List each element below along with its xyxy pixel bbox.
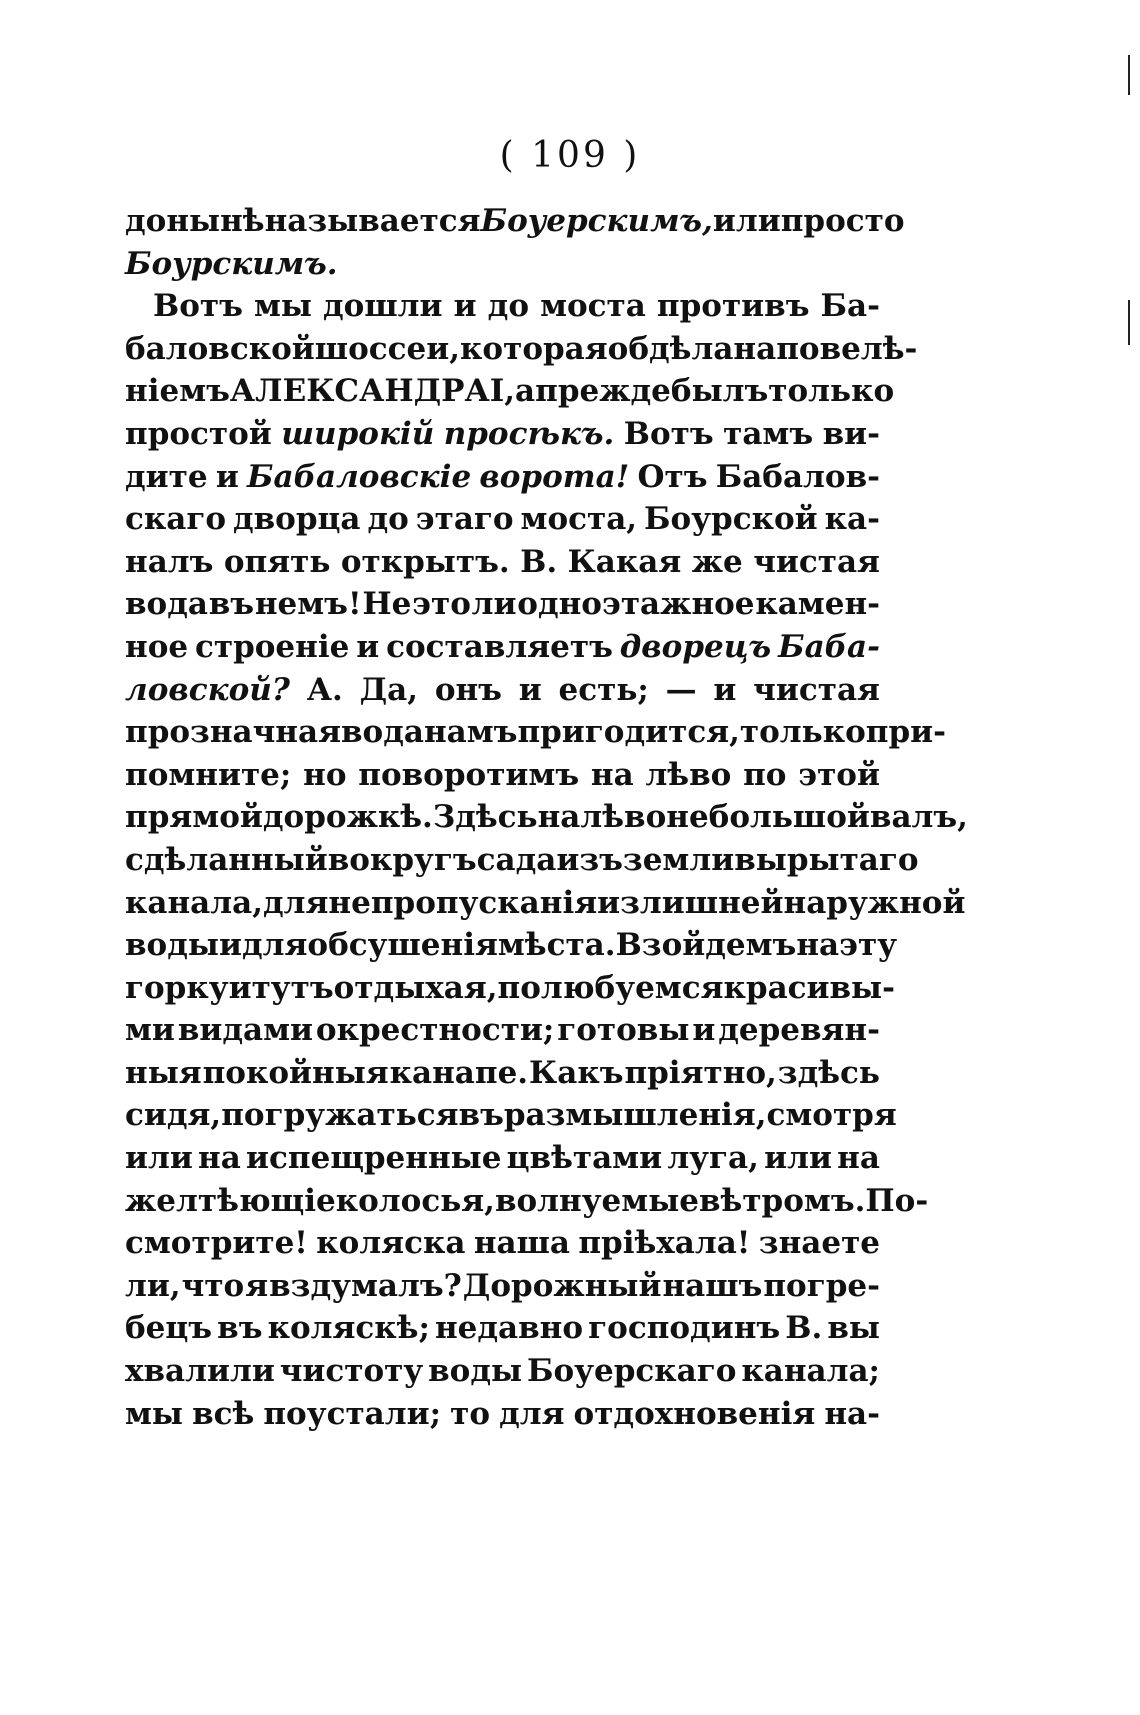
word: лѣво	[645, 756, 732, 793]
word: канала;	[741, 1353, 880, 1390]
word: сдѣланный	[125, 841, 328, 878]
word: до	[487, 288, 529, 325]
word: же	[691, 543, 743, 580]
text-line	[125, 924, 898, 967]
word: размышленія,	[503, 1097, 767, 1134]
word: В.	[520, 543, 558, 580]
word: и	[518, 671, 542, 708]
word: ли	[471, 586, 517, 623]
word: Какъ	[529, 1054, 624, 1091]
page-edge-mark	[1128, 300, 1130, 345]
word: строеніе	[194, 628, 350, 665]
word: воды	[125, 927, 219, 964]
word: только	[739, 714, 866, 751]
word: знаете	[758, 1225, 880, 1262]
text-line	[125, 413, 880, 456]
text-line	[125, 626, 880, 669]
word: хвалили	[125, 1353, 275, 1390]
word: противъ	[656, 288, 810, 325]
word: до	[367, 501, 409, 538]
page-edge-mark	[1128, 55, 1130, 95]
text-line	[125, 1350, 880, 1393]
word: на	[537, 799, 581, 836]
word: на	[837, 1140, 880, 1177]
text-line	[125, 370, 895, 413]
text-line	[125, 1052, 880, 1095]
word: А.	[306, 671, 343, 708]
word: Дорожный	[462, 1267, 662, 1304]
text-line	[125, 1222, 880, 1265]
word: онъ	[434, 671, 502, 708]
word: АЛЕКСАНДРА	[229, 373, 490, 410]
word: изъ	[556, 841, 623, 878]
word: опять	[223, 543, 331, 580]
word: и	[713, 671, 737, 708]
word: прежде	[535, 373, 671, 410]
italic-word: широкій	[281, 415, 435, 452]
word: Боурской	[644, 501, 818, 538]
italic-word: Баба-	[778, 628, 880, 665]
word: донынѣ	[125, 203, 265, 239]
word: —	[665, 671, 697, 708]
word: Ба-	[820, 288, 880, 325]
word: тутъ	[251, 969, 334, 1006]
word: для	[499, 1395, 565, 1432]
text-line	[125, 796, 968, 839]
word: чистоту	[279, 1353, 424, 1390]
word: на	[590, 756, 634, 793]
text-line	[125, 456, 880, 499]
word: вѣтромъ.	[699, 1182, 866, 1219]
text-line	[125, 1137, 880, 1180]
word: мѣста.	[497, 927, 616, 964]
word: цвѣтами	[506, 1140, 663, 1177]
word: на	[198, 1140, 241, 1177]
word: наружной	[783, 884, 966, 921]
word: недавно	[434, 1310, 584, 1347]
word: вырытаго	[734, 841, 919, 878]
word: ніемъ	[125, 373, 230, 410]
word: что	[181, 1267, 245, 1304]
word: ное	[125, 628, 189, 665]
text-line	[125, 328, 918, 371]
word: прямой	[125, 799, 263, 836]
text-line	[125, 1307, 880, 1350]
word: или	[125, 1140, 193, 1177]
word: поворотимъ	[358, 756, 580, 793]
word: и	[228, 969, 252, 1006]
word: открытъ.	[340, 543, 510, 580]
word: дворца	[232, 501, 361, 538]
word: испещренные	[246, 1140, 502, 1177]
text-line	[125, 1393, 880, 1436]
word: земли	[622, 841, 735, 878]
word: Здѣсь	[432, 799, 538, 836]
word: окрестности;	[315, 1012, 555, 1049]
word: непропусканія	[328, 884, 598, 921]
word: излишней	[597, 884, 784, 921]
word: сидя,	[125, 1097, 222, 1134]
word: для	[263, 884, 329, 921]
page-number-value: 109	[531, 135, 609, 176]
word: скаго	[125, 501, 227, 538]
word: тамъ	[723, 415, 814, 452]
text-line	[125, 285, 880, 328]
italic-word: просѣкъ.	[443, 415, 615, 452]
text-line	[125, 754, 880, 797]
word: которая	[460, 330, 608, 367]
word: вы	[827, 1310, 880, 1347]
word: пріѣхала!	[578, 1225, 751, 1262]
word: погружаться	[221, 1097, 459, 1134]
word: при-	[865, 714, 946, 751]
word: дорожкѣ.	[262, 799, 433, 836]
word: покойныя	[202, 1054, 389, 1091]
text-line	[125, 1180, 929, 1223]
word: баловской	[125, 330, 315, 367]
word: коляскѣ;	[267, 1310, 430, 1347]
word: I,	[489, 373, 516, 410]
text-line	[125, 243, 880, 286]
word: немъ!	[254, 586, 362, 623]
text-line	[125, 1094, 897, 1137]
word: лѣво	[580, 799, 667, 836]
word: для	[241, 927, 308, 964]
word: наша	[473, 1225, 570, 1262]
word: всѣ	[192, 1395, 255, 1432]
word: поустали;	[263, 1395, 442, 1432]
word: господинъ	[588, 1310, 781, 1347]
word: а	[515, 373, 536, 410]
text-line	[125, 882, 966, 925]
word: По-	[865, 1182, 929, 1219]
word: есть;	[558, 671, 649, 708]
word: полюбуемся	[497, 969, 724, 1006]
text-line	[125, 1265, 880, 1308]
word: Боуерскаго	[527, 1353, 737, 1390]
word: былъ	[670, 373, 769, 410]
word: намъ	[423, 714, 518, 751]
word: и	[215, 458, 239, 495]
word: горку	[125, 969, 229, 1006]
word: сада	[476, 841, 557, 878]
word: деревян-	[718, 1012, 880, 1049]
word: Да,	[359, 671, 419, 708]
word: ка-	[824, 501, 880, 538]
word: нашъ	[662, 1267, 763, 1304]
word: пріятно,	[624, 1054, 777, 1091]
text-line	[125, 1009, 880, 1052]
word: воды	[428, 1353, 523, 1390]
text-line	[125, 839, 919, 882]
text-line	[125, 711, 946, 754]
word: желтѣющіе	[125, 1182, 336, 1219]
word: то	[450, 1395, 490, 1432]
word: и	[218, 927, 242, 964]
text-line	[125, 583, 880, 626]
word: или	[764, 1140, 832, 1177]
word: но	[303, 756, 347, 793]
word: ныя	[125, 1054, 202, 1091]
italic-word: Бабаловскіе	[247, 458, 472, 495]
word: въ	[458, 1097, 504, 1134]
word: Вотъ	[153, 288, 243, 325]
word: одноэтажное	[517, 586, 755, 623]
word: смотря	[766, 1097, 897, 1134]
word: называется	[264, 203, 481, 239]
word: на-	[824, 1395, 880, 1432]
word: камен-	[755, 586, 880, 623]
word: этой	[798, 756, 880, 793]
word: Вотъ	[623, 415, 714, 452]
text-line	[125, 967, 895, 1010]
word: пригодится,	[517, 714, 740, 751]
word: ли,	[125, 1267, 181, 1304]
word: помните;	[125, 756, 292, 793]
word: дошли	[323, 288, 443, 325]
word: эту	[839, 927, 898, 964]
word: только	[768, 373, 895, 410]
word: простой	[125, 415, 272, 452]
word: В.	[785, 1310, 823, 1347]
word: отдохновенія	[573, 1395, 816, 1432]
italic-word: дворецъ	[619, 628, 772, 665]
word: обсушенія	[307, 927, 498, 964]
word: волнуемые	[494, 1182, 699, 1219]
italic-word: Боурскимъ.	[125, 245, 338, 282]
word: моста,	[520, 501, 638, 538]
word: и	[453, 288, 477, 325]
word: мы	[125, 1395, 184, 1432]
word: вода	[125, 586, 208, 623]
text-line	[125, 541, 880, 584]
word: повелѣ-	[776, 330, 918, 367]
word: я	[245, 1267, 269, 1304]
page-number: ( 109 )	[499, 135, 641, 176]
word: небольшой	[666, 799, 870, 836]
word: погре-	[763, 1267, 880, 1304]
italic-word: ворота!	[479, 458, 630, 495]
word: и	[356, 628, 380, 665]
word: составляетъ	[386, 628, 613, 665]
word: вокругъ	[327, 841, 477, 878]
word: шоссеи,	[314, 330, 461, 367]
word: по	[743, 756, 787, 793]
word: обдѣлана	[607, 330, 777, 367]
italic-word: ловской?	[125, 671, 290, 708]
word: видами	[177, 1012, 314, 1049]
word: этаго	[415, 501, 514, 538]
text-line	[125, 498, 880, 541]
word: на	[796, 927, 840, 964]
word: колосья,	[335, 1182, 495, 1219]
word: прозначная	[125, 714, 341, 751]
word: ви-	[822, 415, 880, 452]
word: луга,	[667, 1140, 759, 1177]
text-line	[125, 669, 880, 712]
word: Взойдемъ	[615, 927, 797, 964]
word: валъ,	[869, 799, 968, 836]
word: канала,	[125, 884, 263, 921]
word: дите	[125, 458, 208, 495]
word: коляска	[316, 1225, 466, 1262]
word: въ	[217, 1310, 263, 1347]
italic-word: Боуерскимъ,	[480, 203, 713, 239]
word: Отъ	[637, 458, 708, 495]
word: красивы-	[723, 969, 895, 1006]
word: готовы	[557, 1012, 690, 1049]
word: вздумалъ?	[269, 1267, 462, 1304]
word: просто	[780, 203, 905, 239]
word: здѣсь	[777, 1054, 880, 1091]
word: и	[692, 1012, 716, 1049]
word: ми	[125, 1012, 175, 1049]
word: чистая	[753, 671, 880, 708]
word: канапе.	[389, 1054, 529, 1091]
word: моста	[540, 288, 646, 325]
word: Не	[362, 586, 412, 623]
word: отдыхая,	[333, 969, 498, 1006]
word: чистая	[753, 543, 880, 580]
word: или	[712, 203, 781, 239]
word: мы	[253, 288, 312, 325]
word: вода	[340, 714, 424, 751]
text-line	[125, 200, 905, 243]
word: бецъ	[125, 1310, 213, 1347]
word: смотрите!	[125, 1225, 308, 1262]
body-text	[125, 200, 968, 1435]
word: это	[412, 586, 471, 623]
word: въ	[208, 586, 255, 623]
word: Бабалов-	[715, 458, 880, 495]
word: Какая	[567, 543, 682, 580]
word: налъ	[125, 543, 214, 580]
